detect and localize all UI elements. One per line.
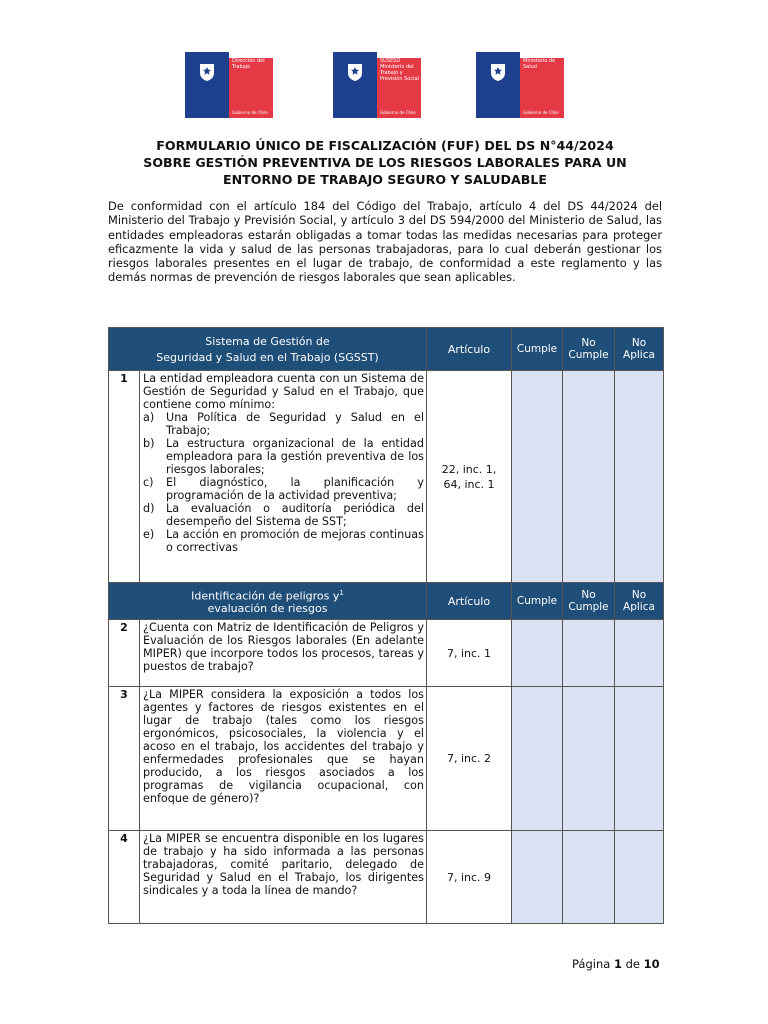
chile-shield-icon xyxy=(347,62,363,82)
row-question: ¿La MIPER se encuentra disponible en los lugares de trabajo y ha sido informada a las personas trabajadoras, comité paritario, delegado de Seguridad y Salud en el Trabajo, los dirigentes sindicales y a toda la línea de mando? xyxy=(140,831,427,924)
row-question xyxy=(140,371,427,583)
logo-line1: Ministerio de xyxy=(523,58,556,64)
list-item: c) El diagnóstico, la planificación y programación de la actividad preventiva; xyxy=(143,476,424,502)
row-articulo: 7, inc. 9 xyxy=(427,831,512,924)
table-row xyxy=(109,620,664,687)
footnote-marker: 1 xyxy=(339,588,344,597)
cumple-cell[interactable] xyxy=(512,687,563,831)
page-label: Página xyxy=(572,957,611,971)
col-articulo-header: Artículo xyxy=(427,328,512,371)
row-number: 3 xyxy=(109,687,140,831)
logo-suseso xyxy=(333,52,421,118)
title-line1: FORMULARIO ÚNICO DE FISCALIZACIÓN (FUF) DEL DS N°44/2024 xyxy=(156,138,614,153)
no-cumple-cell[interactable] xyxy=(563,831,615,924)
title-line2: SOBRE GESTIÓN PREVENTIVA DE LOS RIESGOS LABORALES PARA UN xyxy=(143,155,627,170)
title-line3: ENTORNO DE TRABAJO SEGURO Y SALUDABLE xyxy=(223,172,547,187)
cumple-cell[interactable] xyxy=(512,620,563,687)
col-no-cumple-header: No Cumple xyxy=(563,583,615,620)
col-no-aplica-header: No Aplica xyxy=(615,328,664,371)
requirement-list xyxy=(143,411,424,554)
col-articulo-header: Artículo xyxy=(427,583,512,620)
chile-shield-icon xyxy=(199,62,215,82)
col-no-cumple-header: No Cumple xyxy=(563,328,615,371)
section1-header xyxy=(109,328,427,371)
section2-header-line2: evaluación de riesgos xyxy=(207,602,328,616)
row-number: 1 xyxy=(109,371,140,583)
cumple-cell[interactable] xyxy=(512,371,563,583)
document-title xyxy=(108,137,662,188)
logo-foot: Gobierno de Chile xyxy=(232,110,268,115)
cumple-cell[interactable] xyxy=(512,831,563,924)
row-question: ¿Cuenta con Matriz de Identificación de Peligros y Evaluación de los Riesgos laborales (En adelante MIPER) que incorpore todos los procesos, tareas y puestos de trabajo? xyxy=(140,620,427,687)
row-articulo: 7, inc. 2 xyxy=(427,687,512,831)
row-question: ¿La MIPER considera la exposición a todos los agentes y factores de riesgos existentes en el lugar de trabajo (tales como los riesgos ergonómicos, psicosociales, la violencia y el acoso en el trabajo, los accidentes del trabajo y enfermedades profesionales que se hayan producido, a los riesgos asociados a los programas de vigilancia ocupacional, con enfoque de género)? xyxy=(140,687,427,831)
no-aplica-cell[interactable] xyxy=(615,371,664,583)
section2-header-line1: Identificación de peligros y xyxy=(191,589,340,603)
no-aplica-cell[interactable] xyxy=(615,687,664,831)
row-number: 4 xyxy=(109,831,140,924)
table-row xyxy=(109,831,664,924)
no-cumple-cell[interactable] xyxy=(563,687,615,831)
section1-header-line1: Sistema de Gestión de xyxy=(205,334,330,348)
logo-line2: Ministerio del Trabajo y Previsión Social xyxy=(380,64,419,82)
page-total: 10 xyxy=(643,957,660,971)
page-footer xyxy=(572,957,660,971)
list-item: a) Una Política de Seguridad y Salud en el Trabajo; xyxy=(143,411,424,437)
logo-foot: Gobierno de Chile xyxy=(523,110,559,115)
list-item: e) La acción en promoción de mejoras continuas o correctivas xyxy=(143,528,424,554)
list-item: b) La estructura organizacional de la entidad empleadora para la gestión preventiva de los riesgos laborales; xyxy=(143,437,424,476)
no-aplica-cell[interactable] xyxy=(615,831,664,924)
logo-ministerio-de-salud xyxy=(476,52,564,118)
page-of: de xyxy=(625,957,640,971)
logo-direccion-del-trabajo xyxy=(185,52,273,118)
col-no-aplica-header: No Aplica xyxy=(615,583,664,620)
table-row xyxy=(109,687,664,831)
inspection-table xyxy=(108,327,664,924)
row-question-intro: La entidad empleadora cuenta con un Sistema de Gestión de Seguridad y Salud en el Trabajo, que contiene como mínimo: xyxy=(143,372,424,411)
row-articulo: 7, inc. 1 xyxy=(427,620,512,687)
page-number: 1 xyxy=(613,957,622,971)
no-aplica-cell[interactable] xyxy=(615,620,664,687)
row-articulo: 22, inc. 1, 64, inc. 1 xyxy=(427,371,512,583)
intro-paragraph: De conformidad con el artículo 184 del Código del Trabajo, artículo 4 del DS 44/2024 del Ministerio del Trabajo y Previsión Social, y artículo 3 del DS 594/2000 del Ministerio de Salud, las entidades empleadoras estarán obligadas a tomar todas las medidas necesarias para proteger eficazmente la vida y salud de las personas trabajadoras, para lo cual deberán gestionar los riesgos laborales presentes en el lugar de trabajo, de conformidad a este reglamento y las demás normas de prevención de riesgos laborales que sean aplicables. xyxy=(108,199,662,285)
logo-foot: Gobierno de Chile xyxy=(380,110,416,115)
no-cumple-cell[interactable] xyxy=(563,620,615,687)
table-row xyxy=(109,371,664,583)
section2-header-row xyxy=(109,583,664,620)
col-cumple-header: Cumple xyxy=(512,328,563,371)
row-number: 2 xyxy=(109,620,140,687)
logo-line1: SUSESO xyxy=(380,58,401,64)
list-item: d) La evaluación o auditoría periódica del desempeño del Sistema de SST; xyxy=(143,502,424,528)
chile-shield-icon xyxy=(490,62,506,82)
section1-header-line2: Seguridad y Salud en el Trabajo (SGSST) xyxy=(156,350,379,364)
section2-header xyxy=(109,583,427,620)
section1-header-row xyxy=(109,328,664,371)
logos-bar xyxy=(0,52,768,118)
no-cumple-cell[interactable] xyxy=(563,371,615,583)
logo-line2: Trabajo xyxy=(232,64,251,70)
logo-line1: Dirección del xyxy=(232,58,265,64)
logo-line2: Salud xyxy=(523,64,537,70)
col-cumple-header: Cumple xyxy=(512,583,563,620)
